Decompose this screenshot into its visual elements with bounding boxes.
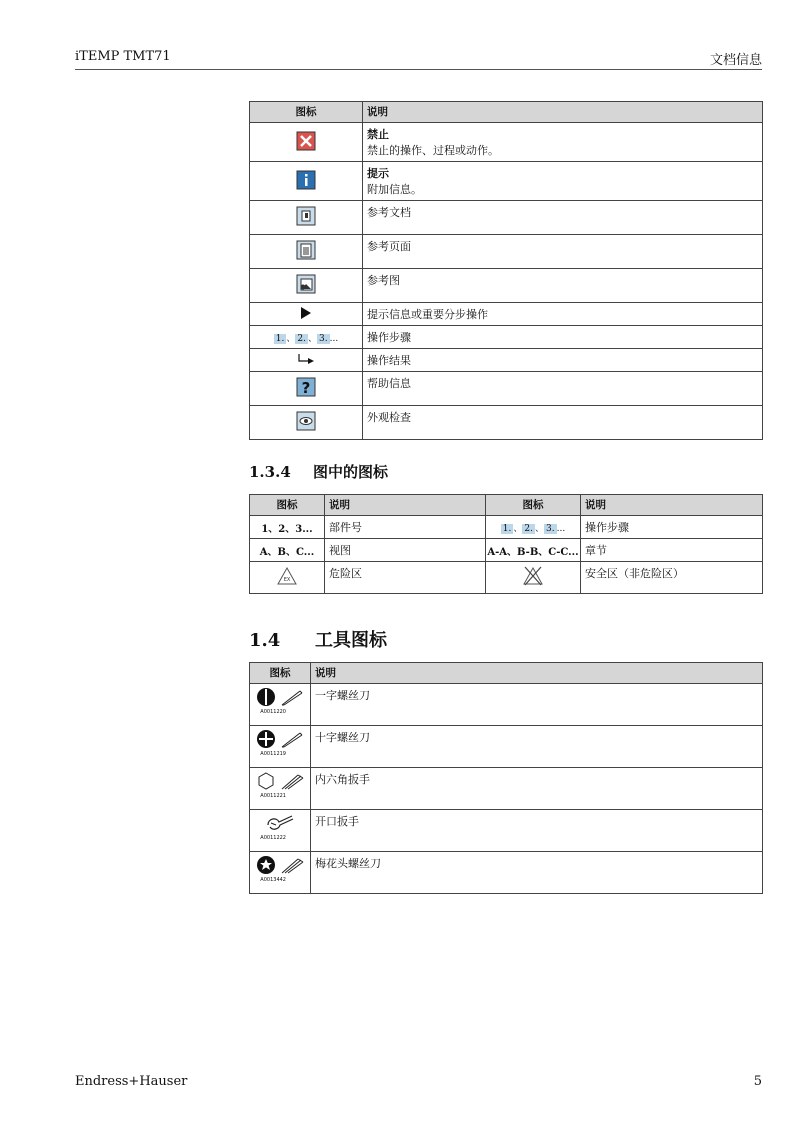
table-row: [250, 726, 763, 768]
view-labels: A、B、C...: [250, 539, 325, 562]
list-item: 提示信息或重要分步操作: [363, 303, 763, 326]
table-row: [250, 372, 763, 406]
header-divider: [75, 69, 762, 70]
table-row: [250, 235, 763, 269]
table-row: [250, 201, 763, 235]
torx-screwdriver-icon: A0013442: [250, 852, 311, 894]
help-icon: [250, 372, 363, 406]
table-row: [250, 406, 763, 440]
list-item: 参考图: [363, 269, 763, 303]
table-row: [250, 269, 763, 303]
list-item: 操作步骤: [581, 516, 763, 539]
table-header-row: [250, 663, 763, 684]
list-item: 操作结果: [363, 349, 763, 372]
list-item: 帮助信息: [363, 372, 763, 406]
result-arrow-icon: [250, 349, 363, 372]
list-item: 危险区: [325, 562, 486, 594]
list-item: 外观检查: [363, 406, 763, 440]
reference-page-icon: [250, 235, 363, 269]
list-item: 操作步骤: [363, 326, 763, 349]
table-row: [250, 123, 763, 162]
list-item: 安全区（非危险区）: [581, 562, 763, 594]
info-icon: [250, 162, 363, 201]
col-desc-header: 说明: [363, 102, 763, 123]
table-row: [250, 539, 763, 562]
steps-icon: 1. 、 2. 、 3. ...: [486, 516, 581, 539]
header-product: iTEMP TMT71: [75, 49, 171, 64]
list-item: 一字螺丝刀: [311, 684, 763, 726]
page-number: 5: [753, 1074, 762, 1089]
steps-icon: 1. 、 2. 、 3. ...: [250, 326, 363, 349]
list-item: 内六角扳手: [311, 768, 763, 810]
header-section: 文档信息: [709, 53, 762, 68]
reference-document-icon: [250, 201, 363, 235]
list-item: 梅花头螺丝刀: [311, 852, 763, 894]
list-item: 视图: [325, 539, 486, 562]
table-header-row: [250, 495, 763, 516]
table-row: [250, 810, 763, 852]
col-icon-header: 图标: [250, 663, 311, 684]
tool-symbol-table: [249, 662, 763, 894]
visual-inspection-icon: [250, 406, 363, 440]
section-heading: 1.4 工具图标: [249, 630, 387, 651]
table-row: [250, 516, 763, 539]
table-row: [250, 562, 763, 594]
table-row: [250, 162, 763, 201]
list-item: 参考页面: [363, 235, 763, 269]
phillips-screwdriver-icon: A0011219: [250, 726, 311, 768]
play-triangle-icon: [250, 303, 363, 326]
flat-screwdriver-icon: A0011220: [250, 684, 311, 726]
graphic-symbol-table: [249, 494, 763, 594]
col-icon-header: 图标: [250, 495, 325, 516]
col-desc-header: 说明: [311, 663, 763, 684]
hex-key-icon: A0011221: [250, 768, 311, 810]
col-icon-header: 图标: [250, 102, 363, 123]
svg-text:?: ?: [301, 379, 311, 397]
section-labels: A-A、B-B、C-C...: [486, 539, 581, 562]
list-item: 部件号: [325, 516, 486, 539]
open-end-wrench-icon: A0011222: [250, 810, 311, 852]
list-item: 禁止 禁止的操作、过程或动作。: [363, 123, 763, 162]
list-item: 提示 附加信息。: [363, 162, 763, 201]
list-item: 参考文档: [363, 201, 763, 235]
col-icon-header: 图标: [486, 495, 581, 516]
safe-area-icon: [486, 562, 581, 594]
list-item: 开口扳手: [311, 810, 763, 852]
symbol-table: [249, 101, 763, 440]
table-row: [250, 684, 763, 726]
reference-graphic-icon: [250, 269, 363, 303]
section-heading: 1.3.4 图中的图标: [249, 463, 389, 481]
table-row: [250, 349, 763, 372]
hazardous-area-icon: [250, 562, 325, 594]
forbidden-icon: [250, 123, 363, 162]
list-item: 章节: [581, 539, 763, 562]
svg-text:EX: EX: [283, 577, 291, 583]
col-desc-header: 说明: [581, 495, 763, 516]
table-row: [250, 852, 763, 894]
col-desc-header: 说明: [325, 495, 486, 516]
table-row: [250, 303, 763, 326]
table-row: [250, 326, 763, 349]
item-numbers: 1、2、3...: [250, 516, 325, 539]
list-item: 十字螺丝刀: [311, 726, 763, 768]
table-header-row: [250, 102, 763, 123]
footer-brand: Endress+Hauser: [75, 1074, 188, 1089]
table-row: [250, 768, 763, 810]
